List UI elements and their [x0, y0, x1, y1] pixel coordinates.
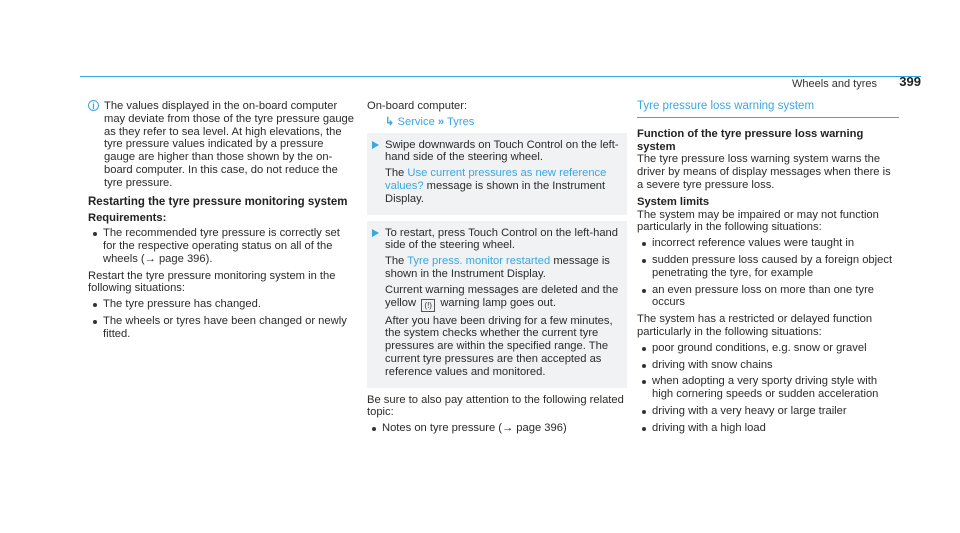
bullet-icon — [642, 259, 646, 263]
step-arrow-icon — [372, 141, 379, 149]
menu-service: Service — [397, 115, 435, 128]
step-2-text: To restart, press Touch Control on the left-hand side of the steering wheel. — [385, 226, 618, 252]
limits-text: The system may be impaired or may not function particularly in the following situations: — [637, 208, 879, 234]
menu-arrow-icon: ↳ — [385, 115, 395, 128]
function-heading: Function of the tyre pressure loss warning system — [637, 127, 864, 153]
restart-heading: Restarting the tyre pressure monitoring system — [88, 195, 348, 208]
list-item: driving with a high load — [637, 422, 899, 435]
step-1 — [367, 133, 627, 215]
list-item: an even pressure loss on more than one tyre occurs — [637, 284, 899, 310]
bullet-icon — [642, 242, 646, 246]
requirements-list — [88, 227, 356, 265]
list-item: The tyre pressure has changed. — [88, 298, 356, 311]
situations-list — [88, 298, 356, 340]
info-icon: i — [88, 100, 99, 111]
section-title: Tyre pressure loss warning system — [637, 100, 899, 118]
column-1 — [88, 100, 356, 345]
list-item: incorrect reference values were taught in — [637, 237, 899, 250]
bullet-icon — [642, 410, 646, 414]
attention-text: Be sure to also pay attention to the following related topic: — [367, 393, 624, 419]
topics-list — [367, 422, 627, 435]
list-item: driving with snow chains — [637, 359, 899, 372]
list-item: when adopting a very sporty driving style with high cornering speeds or sudden acceleration — [637, 375, 899, 401]
step-2 — [367, 221, 627, 388]
list-item: sudden pressure loss caused by a foreign object penetrating the tyre, for example — [637, 254, 899, 280]
list-item: driving with a very heavy or large trailer — [637, 405, 899, 418]
bullet-icon — [642, 380, 646, 384]
bullet-icon — [93, 320, 97, 324]
list-item: Notes on tyre pressure (→ page 396) — [367, 422, 627, 435]
page-number: 399 — [899, 74, 921, 89]
step-2-detail: After you have been driving for a few minutes, the system checks whether the current tyre pressures are within the specified range. The current tyre pressures are then accepted as reference values and monitored. — [385, 314, 613, 378]
step-2-lamp: Current warning messages are deleted and the yellow (!) warning lamp goes out. — [385, 283, 619, 310]
display-message: Use current pressures as new reference values? — [385, 167, 607, 192]
bullet-icon — [642, 364, 646, 368]
step-arrow-icon — [372, 229, 379, 237]
bullet-icon — [372, 427, 376, 431]
column-3 — [637, 100, 899, 439]
step-1-result: The Use current pressures as new reference values? message is shown in the Instrument Display. — [385, 167, 607, 205]
bullet-icon — [642, 347, 646, 351]
list-item: The wheels or tyres have been changed or newly fitted. — [88, 315, 356, 341]
bullet-icon — [642, 427, 646, 431]
tyre-warning-lamp-icon: (!) — [421, 299, 435, 312]
info-note — [88, 100, 356, 190]
info-note-text: The values displayed in the on-board computer may deviate from those of the tyre pressure gauge as they refer to sea level. At high elevations, the tyre pressure values indicated by a pressure gauge are higher than those shown by the on-board computer. In this case, do not reduce the tyre pressure. — [104, 100, 354, 189]
list-item: poor ground conditions, e.g. snow or gravel — [637, 342, 899, 355]
bullet-icon — [93, 303, 97, 307]
display-message: Tyre press. monitor restarted — [407, 255, 551, 268]
onboard-intro: On-board computer: — [367, 100, 468, 112]
step-2-result: The Tyre press. monitor restarted message is shown in the Instrument Display. — [385, 255, 610, 280]
delay-list — [637, 342, 899, 435]
list-item: The recommended tyre pressure is correctly set for the respective operating status on all of the wheels (→ page 396). — [88, 227, 356, 265]
menu-next-icon: » — [437, 115, 445, 128]
bullet-icon — [93, 232, 97, 236]
bullet-icon — [642, 289, 646, 293]
column-2 — [367, 100, 627, 439]
requirements-heading: Requirements: — [88, 212, 167, 225]
function-text: The tyre pressure loss warning system warns the driver by means of display messages when there is a severe tyre pressure loss. — [637, 153, 891, 191]
limits-list — [637, 237, 899, 309]
chapter-title: Wheels and tyres — [792, 78, 877, 90]
limits-heading: System limits — [637, 195, 710, 208]
step-1-text: Swipe downwards on Touch Control on the left-hand side of the steering wheel. — [385, 138, 619, 164]
restart-text: Restart the tyre pressure monitoring system in the following situations: — [88, 269, 336, 295]
header-rule — [80, 76, 921, 77]
menu-tyres: Tyres — [447, 115, 475, 128]
menu-path — [367, 116, 627, 129]
delay-text: The system has a restricted or delayed function particularly in the following situations: — [637, 313, 873, 338]
